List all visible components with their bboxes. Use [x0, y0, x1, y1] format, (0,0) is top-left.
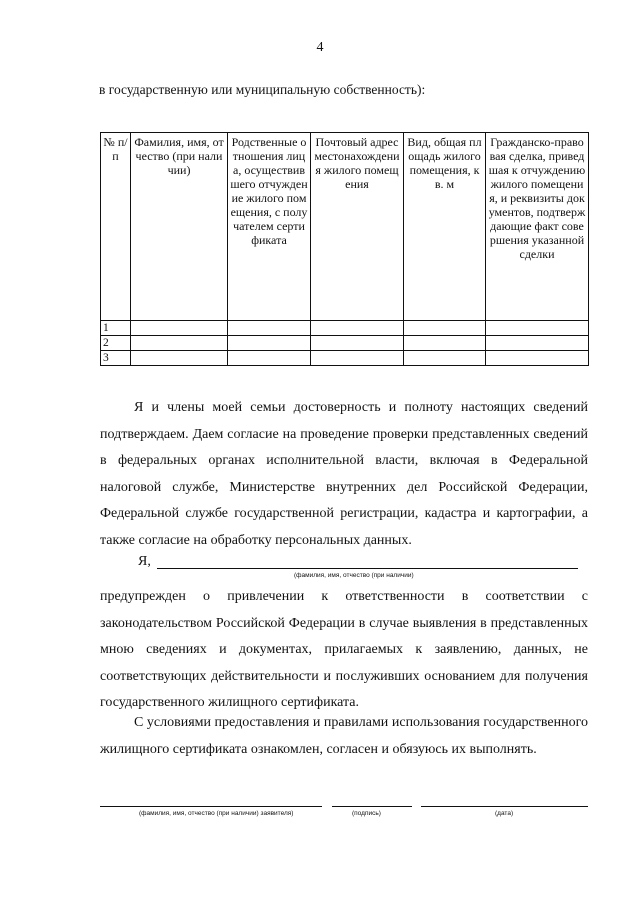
table-cell[interactable] [228, 336, 311, 351]
table-cell[interactable] [311, 336, 404, 351]
date-caption: (дата) [495, 810, 514, 817]
table-cell[interactable] [311, 321, 404, 336]
table-row [101, 336, 589, 351]
liability-paragraph: предупрежден о привлечении к ответственности в соответствии с законодательством Российской Федерации в случае выявления в представленных мною сведениях и документах, прилагаемых к заявлению, данных, не соответствующих действительности и послуживших основанием для получения государственного жилищного сертификата. [100, 589, 588, 710]
applicant-name-field[interactable] [157, 568, 578, 569]
table-cell[interactable] [404, 351, 486, 366]
table-cell[interactable] [131, 321, 228, 336]
applicant-name-line[interactable] [100, 806, 322, 807]
table-row [101, 321, 589, 336]
table-cell[interactable] [311, 351, 404, 366]
table-cell[interactable] [486, 336, 589, 351]
table-cell[interactable] [404, 321, 486, 336]
table-cell[interactable] [404, 336, 486, 351]
table-header-row [101, 133, 589, 321]
header-relationship: Родственные отношения лица, осуществившего отчуждение жилого помещения, с получателем сертификата [228, 133, 311, 321]
applicant-name-caption: (фамилия, имя, отчество (при наличии) заявителя) [139, 810, 294, 817]
table-cell[interactable] [486, 321, 589, 336]
table-cell[interactable] [228, 321, 311, 336]
table-row [101, 351, 589, 366]
full-name-caption: (фамилия, имя, отчество (при наличии) [294, 572, 414, 579]
table-cell[interactable] [228, 351, 311, 366]
header-full-name: Фамилия, имя, отчество (при наличии) [131, 133, 228, 321]
alienation-table [100, 132, 589, 366]
table-cell[interactable] [486, 351, 589, 366]
header-area: Вид, общая площадь жилого помещения, кв. м [404, 133, 486, 321]
row-number: 2 [101, 336, 131, 351]
date-line[interactable] [421, 806, 588, 807]
signature-line[interactable] [332, 806, 412, 807]
table-cell[interactable] [131, 336, 228, 351]
header-transaction: Гражданско-правовая сделка, приведшая к отчуждению жилого помещения, и реквизиты документов, подтверждающие факт совершения указанной сделки [486, 133, 589, 321]
header-number: № п/п [101, 133, 131, 321]
signature-caption: (подпись) [352, 810, 381, 817]
confirmation-paragraph: Я и члены моей семьи достоверность и полноту настоящих сведений подтверждаем. Даем согласие на проведение проверки представленных сведений в федеральных органах исполнительной власти, включая в Федеральной налоговой службе, Министерстве внутренних дел Российской Федерации, Федеральной службе государственной регистрации, кадастра и картографии, а также согласие на обработку персональных данных. [100, 400, 588, 548]
intro-text: в государственную или муниципальную собственность): [99, 82, 426, 97]
page-number: 4 [316, 40, 324, 55]
row-number: 1 [101, 321, 131, 336]
table-cell[interactable] [131, 351, 228, 366]
agreement-paragraph: С условиями предоставления и правилами использования государственного жилищного сертификата ознакомлен, согласен и обязуюсь их выполнять. [100, 715, 588, 757]
row-number: 3 [101, 351, 131, 366]
header-postal-address: Почтовый адрес местонахождения жилого помещения [311, 133, 404, 321]
ya-label: Я, [138, 554, 151, 569]
